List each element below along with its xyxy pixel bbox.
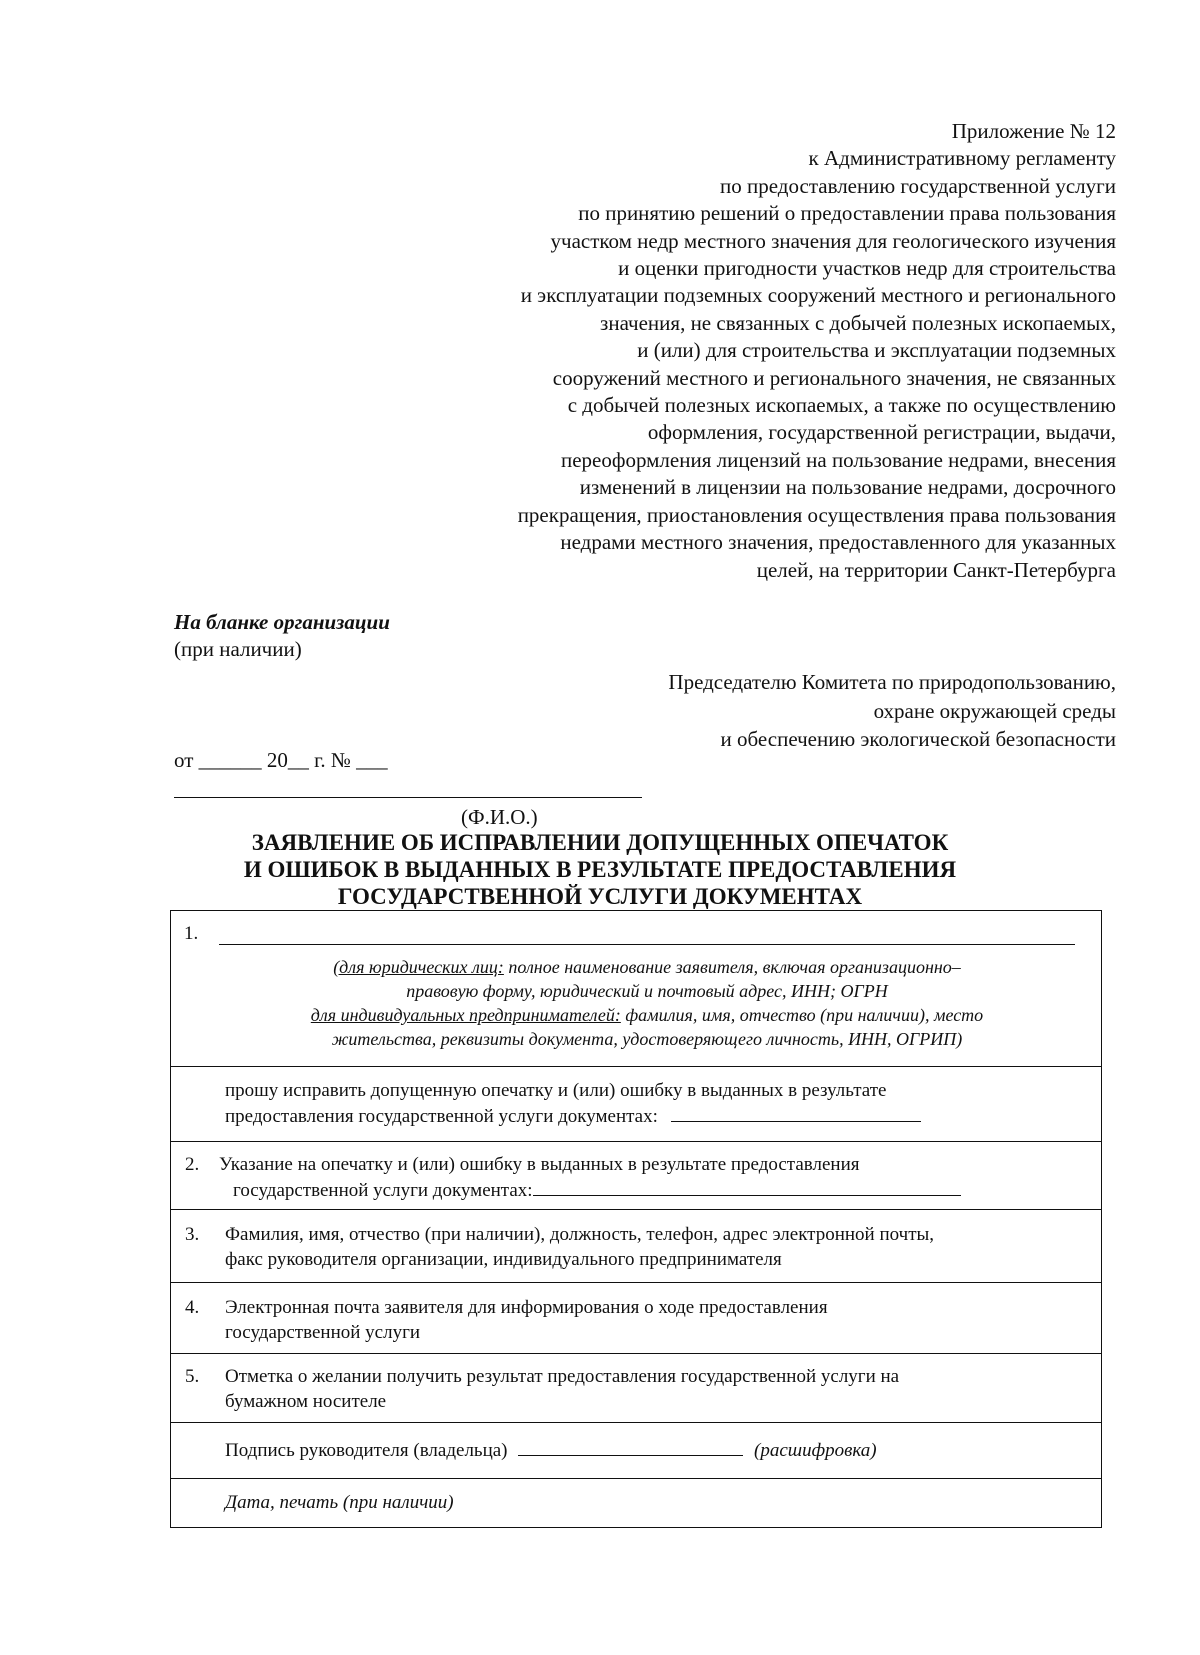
- signature-cell: [171, 1423, 1102, 1479]
- fio-signature-line: [174, 797, 642, 798]
- appendix-line: к Административному регламенту: [808, 146, 1116, 171]
- appendix-line: значения, не связанных с добычей полезных ископаемых,: [600, 310, 1116, 335]
- row-number: 1.: [184, 923, 199, 944]
- applicant-name-line[interactable]: [219, 944, 1075, 945]
- appendix-line: прекращения, приостановления осуществления права пользования: [517, 502, 1116, 527]
- date-seal-cell: [171, 1479, 1102, 1528]
- fio-label: (Ф.И.О.): [461, 805, 538, 829]
- manager-info-line2: факс руководителя организации, индивидуального предпринимателя: [225, 1249, 782, 1270]
- row-number: 5.: [185, 1366, 200, 1387]
- appendix-line: и эксплуатации подземных сооружений местного и регионального: [520, 283, 1116, 308]
- request-cell: [171, 1067, 1102, 1142]
- table-row: [171, 911, 1102, 1067]
- ip-text-2: жительства, реквизиты документа, удостоверяющего личность, ИНН, ОГРИП): [331, 1029, 963, 1049]
- table-row: [171, 1067, 1102, 1142]
- appendix-line: недрами местного значения, предоставленного для указанных: [560, 530, 1116, 555]
- ip-label: для индивидуальных предпринимателей:: [310, 1005, 621, 1025]
- manager-info-line1: Фамилия, имя, отчество (при наличии), должность, телефон, адрес электронной почты,: [225, 1224, 935, 1245]
- legal-entities-label: (для юридических лиц:: [333, 957, 504, 977]
- table-row: [171, 1142, 1102, 1210]
- request-text-line2: предоставления государственной услуги документах:: [225, 1106, 658, 1127]
- error-indication-cell: [171, 1142, 1102, 1210]
- table-row: [171, 1479, 1102, 1528]
- table-row: [171, 1283, 1102, 1354]
- signature-field[interactable]: [518, 1437, 743, 1456]
- table-row: [171, 1423, 1102, 1479]
- email-cell: [171, 1283, 1102, 1354]
- addressee-line: и обеспечению экологической безопасности: [720, 727, 1116, 751]
- error-indication-line2: государственной услуги документах:: [233, 1180, 533, 1201]
- row-number: 4.: [185, 1297, 200, 1318]
- appendix-line: переоформления лицензий на пользование недрами, внесения: [560, 447, 1116, 472]
- manager-info-cell: [171, 1210, 1102, 1283]
- appendix-line: по предоставлению государственной услуги: [720, 173, 1116, 198]
- paper-result-line2: бумажном носителе: [225, 1391, 387, 1412]
- appendix-line: и (или) для строительства и эксплуатации подземных: [637, 338, 1116, 363]
- appendix-line: сооружений местного и регионального значения, не связанных: [552, 365, 1116, 390]
- letterhead-note: (при наличии): [174, 637, 302, 661]
- legal-entities-text-2: правовую форму, юридический и почтовый адрес, ИНН; ОГРН: [406, 981, 888, 1001]
- email-line2: государственной услуги: [225, 1322, 421, 1343]
- signature-label: Подпись руководителя (владельца): [225, 1440, 508, 1461]
- error-indication-line1: Указание на опечатку и (или) ошибку в выданных в результате предоставления: [219, 1154, 860, 1175]
- appendix-line: по принятию решений о предоставлении права пользования: [578, 201, 1116, 226]
- row-number: 3.: [185, 1224, 200, 1245]
- request-documents-field[interactable]: [671, 1103, 921, 1122]
- ip-text: фамилия, имя, отчество (при наличии), место: [620, 1005, 984, 1025]
- table-row: [171, 1210, 1102, 1283]
- title-line: ЗАЯВЛЕНИЕ ОБ ИСПРАВЛЕНИИ ДОПУЩЕННЫХ ОПЕЧАТОК: [251, 830, 949, 855]
- request-text-line1: прошу исправить допущенную опечатку и (или) ошибку в выданных в результате: [225, 1080, 887, 1101]
- addressee-line: охране окружающей среды: [873, 698, 1116, 723]
- applicant-hint: [219, 955, 1075, 1051]
- appendix-line: Приложение № 12: [951, 119, 1116, 143]
- letterhead-title: На бланке организации: [174, 610, 390, 634]
- signature-decode: (расшифровка): [754, 1440, 877, 1461]
- table-row: [171, 1354, 1102, 1423]
- appendix-line: с добычей полезных ископаемых, а также по осуществлению: [567, 393, 1116, 418]
- appendix-line: участком недр местного значения для геологического изучения: [550, 228, 1116, 253]
- email-line1: Электронная почта заявителя для информирования о ходе предоставления: [225, 1297, 828, 1318]
- error-indication-field[interactable]: [533, 1177, 961, 1196]
- appendix-line: оформления, государственной регистрации, выдачи,: [647, 420, 1116, 445]
- appendix-line: целей, на территории Санкт-Петербурга: [756, 557, 1116, 582]
- document-title: [140, 829, 1060, 910]
- legal-entities-text: полное наименование заявителя, включая организационно–: [503, 957, 961, 977]
- date-seal-label: Дата, печать (при наличии): [225, 1492, 454, 1513]
- row-number: 2.: [185, 1154, 200, 1175]
- paper-result-cell: [171, 1354, 1102, 1423]
- appendix-line: и оценки пригодности участков недр для строительства: [618, 256, 1116, 281]
- appendix-line: изменений в лицензии на пользование недрами, досрочного: [579, 475, 1116, 500]
- addressee-line: Председателю Комитета по природопользованию,: [668, 670, 1116, 694]
- title-line: ГОСУДАРСТВЕННОЙ УСЛУГИ ДОКУМЕНТАХ: [337, 884, 863, 909]
- application-form-table: [170, 910, 1102, 1528]
- addressee-block: [416, 668, 1116, 754]
- paper-result-line1: Отметка о желании получить результат предоставления государственной услуги на: [225, 1366, 900, 1387]
- title-line: И ОШИБОК В ВЫДАННЫХ В РЕЗУЛЬТАТЕ ПРЕДОСТАВЛЕНИЯ: [243, 857, 957, 882]
- date-number-line: от ______ 20__ г. № ___: [174, 748, 388, 772]
- appendix-header: [296, 118, 1116, 584]
- applicant-cell: [171, 911, 1102, 1067]
